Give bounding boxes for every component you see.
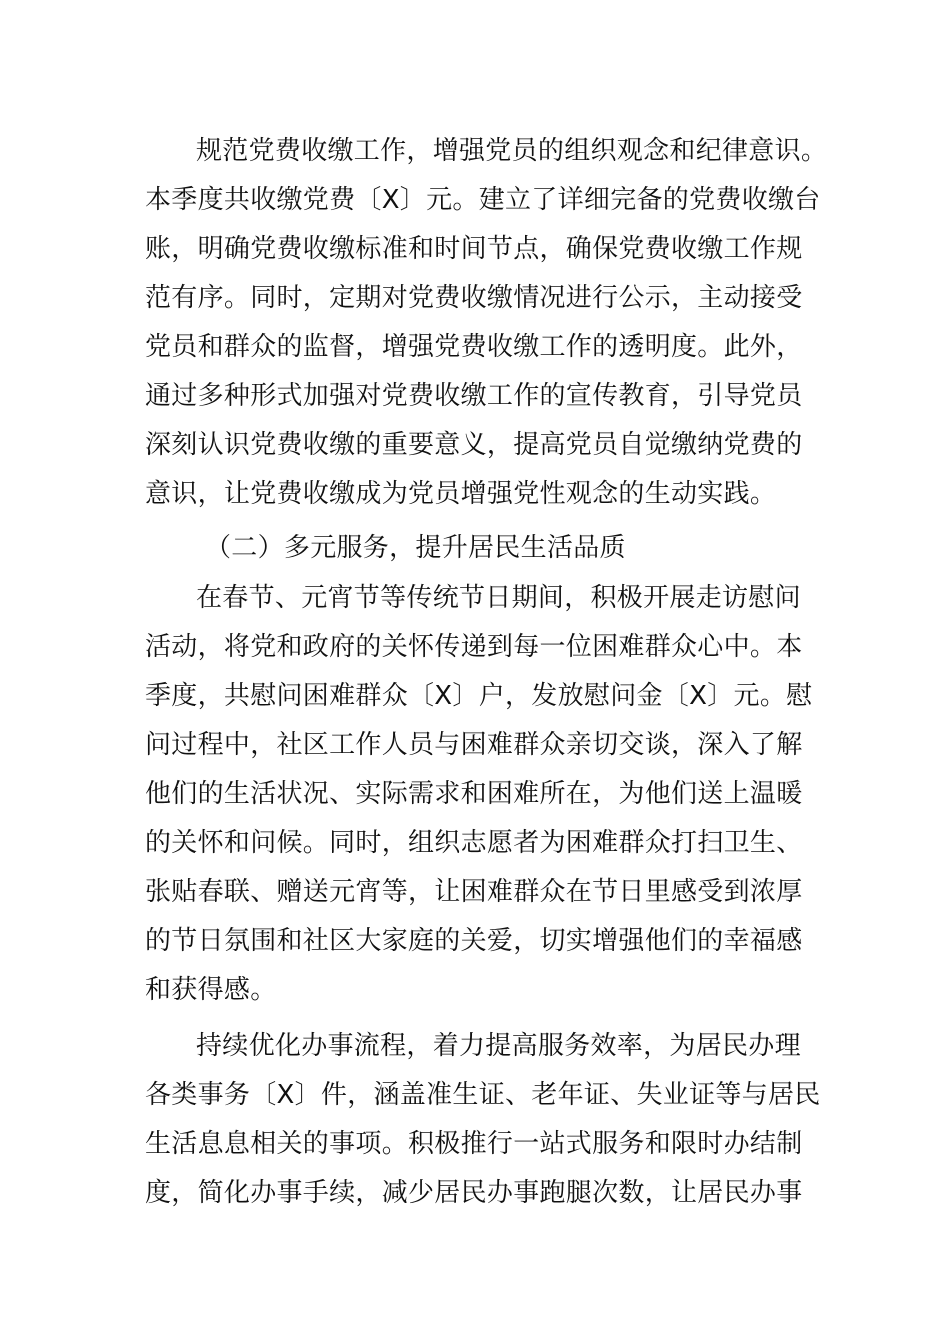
paragraph-1-line-1: 规范党费收缴工作，增强党员的组织观念和纪律意识。 — [196, 136, 828, 166]
paragraph-1-line-3: 账，明确党费收缴标准和时间节点，确保党费收缴工作规 — [145, 234, 803, 264]
paragraph-1-line-5: 党员和群众的监督，增强党费收缴工作的透明度。此外， — [145, 332, 803, 362]
paragraph-3-line-3: 生活息息相关的事项。积极推行一站式服务和限时办结制 — [145, 1129, 803, 1159]
section-heading: （二）多元服务，提升居民生活品质 — [205, 533, 626, 563]
paragraph-3-line-4: 度，简化办事手续，减少居民办事跑腿次数，让居民办事 — [145, 1178, 803, 1208]
paragraph-2-line-9: 和获得感。 — [145, 975, 277, 1005]
paragraph-2-line-4: 问过程中，社区工作人员与困难群众亲切交谈，深入了解 — [145, 730, 803, 760]
paragraph-2-line-8: 的节日氛围和社区大家庭的关爱，切实增强他们的幸福感 — [145, 926, 803, 956]
paragraph-3-line-2: 各类事务〔X〕件，涵盖准生证、老年证、失业证等与居民 — [145, 1080, 821, 1110]
paragraph-2-line-3: 季度，共慰问困难群众〔X〕户，发放慰问金〔X〕元。慰 — [145, 681, 813, 711]
paragraph-1-line-8: 意识，让党费收缴成为党员增强党性观念的生动实践。 — [145, 479, 777, 509]
paragraph-2-line-7: 张贴春联、赠送元宵等，让困难群众在节日里感受到浓厚 — [145, 877, 803, 907]
paragraph-1-line-7: 深刻认识党费收缴的重要意义，提高党员自觉缴纳党费的 — [145, 430, 803, 460]
paragraph-2-line-1: 在春节、元宵节等传统节日期间，积极开展走访慰问 — [196, 583, 801, 613]
paragraph-2-line-5: 他们的生活状况、实际需求和困难所在，为他们送上温暖 — [145, 779, 803, 809]
paragraph-1-line-6: 通过多种形式加强对党费收缴工作的宣传教育，引导党员 — [145, 381, 803, 411]
paragraph-2-line-6: 的关怀和问候。同时，组织志愿者为困难群众打扫卫生、 — [145, 828, 803, 858]
paragraph-1-line-4: 范有序。同时，定期对党费收缴情况进行公示，主动接受 — [145, 283, 803, 313]
paragraph-1-line-2: 本季度共收缴党费〔X〕元。建立了详细完备的党费收缴台 — [145, 185, 821, 215]
paragraph-2-line-2: 活动，将党和政府的关怀传递到每一位困难群众心中。本 — [145, 632, 803, 662]
paragraph-3-line-1: 持续优化办事流程，着力提高服务效率，为居民办理 — [196, 1031, 801, 1061]
